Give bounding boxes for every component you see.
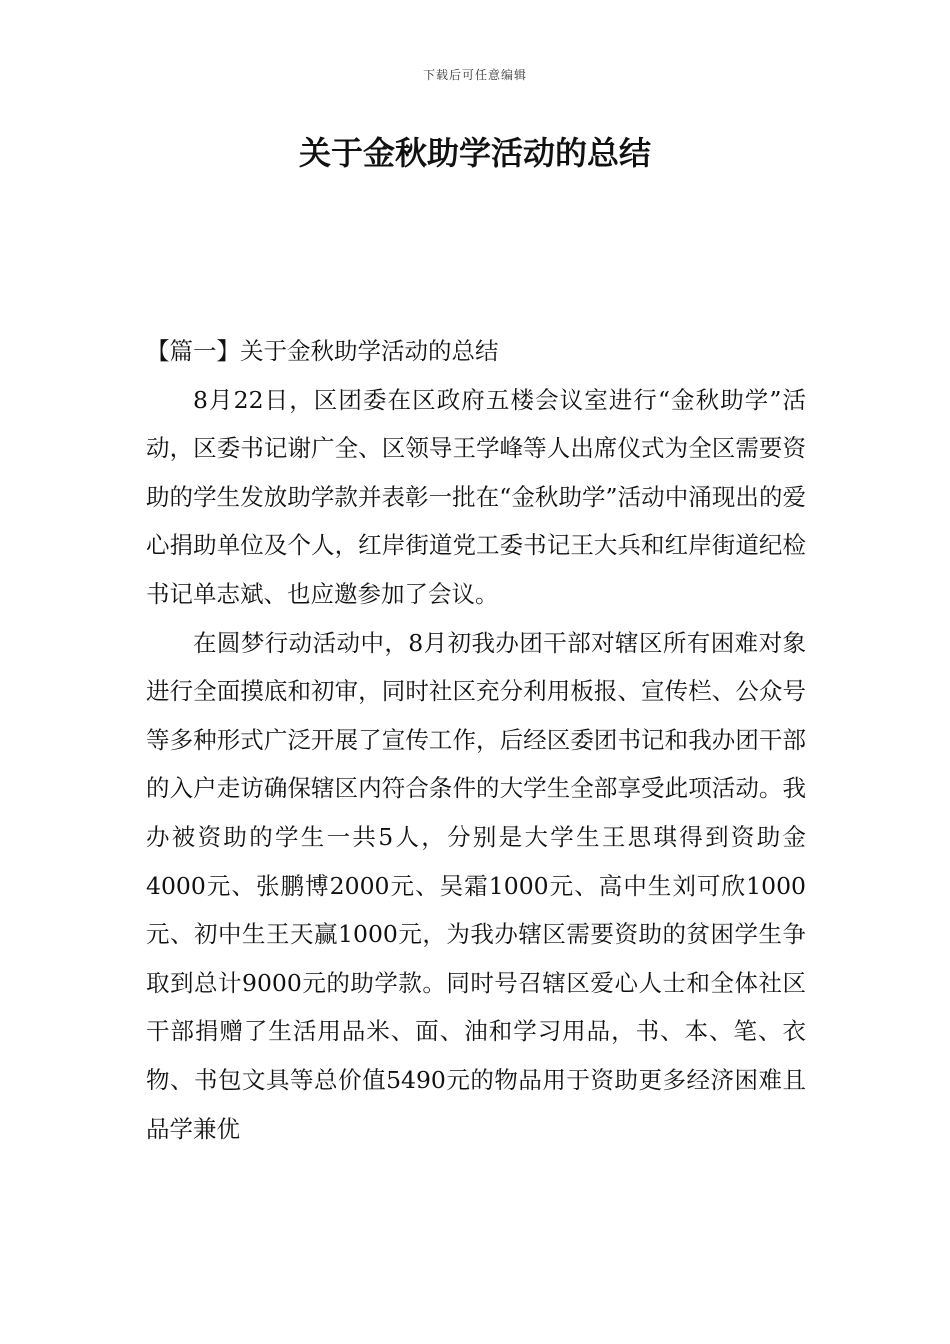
section-heading: 【篇一】关于金秋助学活动的总结 [146, 337, 499, 365]
document-title: 关于金秋助学活动的总结 [298, 134, 651, 172]
document-body [146, 327, 806, 1153]
paragraph-1: 8月22日，区团委在区政府五楼会议室进行“金秋助学”活动，区委书记谢广全、区领导王学峰等人出席仪式为全区需要资助的学生发放助学款并表彰一批在“金秋助学”活动中涌现出的爱心捐助单位及个人，红岸街道党工委书记王大兵和红岸街道纪检书记单志斌、也应邀参加了会议。 [146, 385, 806, 608]
paragraph-2: 在圆梦行动活动中，8月初我办团干部对辖区所有困难对象进行全面摸底和初审，同时社区充分利用板报、宣传栏、公众号等多种形式广泛开展了宣传工作，后经区委团书记和我办团干部的入户走访确保辖区内符合条件的大学生全部享受此项活动。我办被资助的学生一共5人，分别是大学生王思琪得到资助金4000元、张鹏博2000元、吴霜1000元、高中生刘可欣1000元、初中生王天赢1000元，为我办辖区需要资助的贫困学生争取到总计9000元的助学款。同时号召辖区爱心人士和全体社区干部捐赠了生活用品米、面、油和学习用品，书、本、笔、衣物、书包文具等总价值5490元的物品用于资助更多经济困难且品学兼优 [146, 628, 806, 1143]
page-header-note: 下载后可任意编辑 [422, 68, 527, 82]
